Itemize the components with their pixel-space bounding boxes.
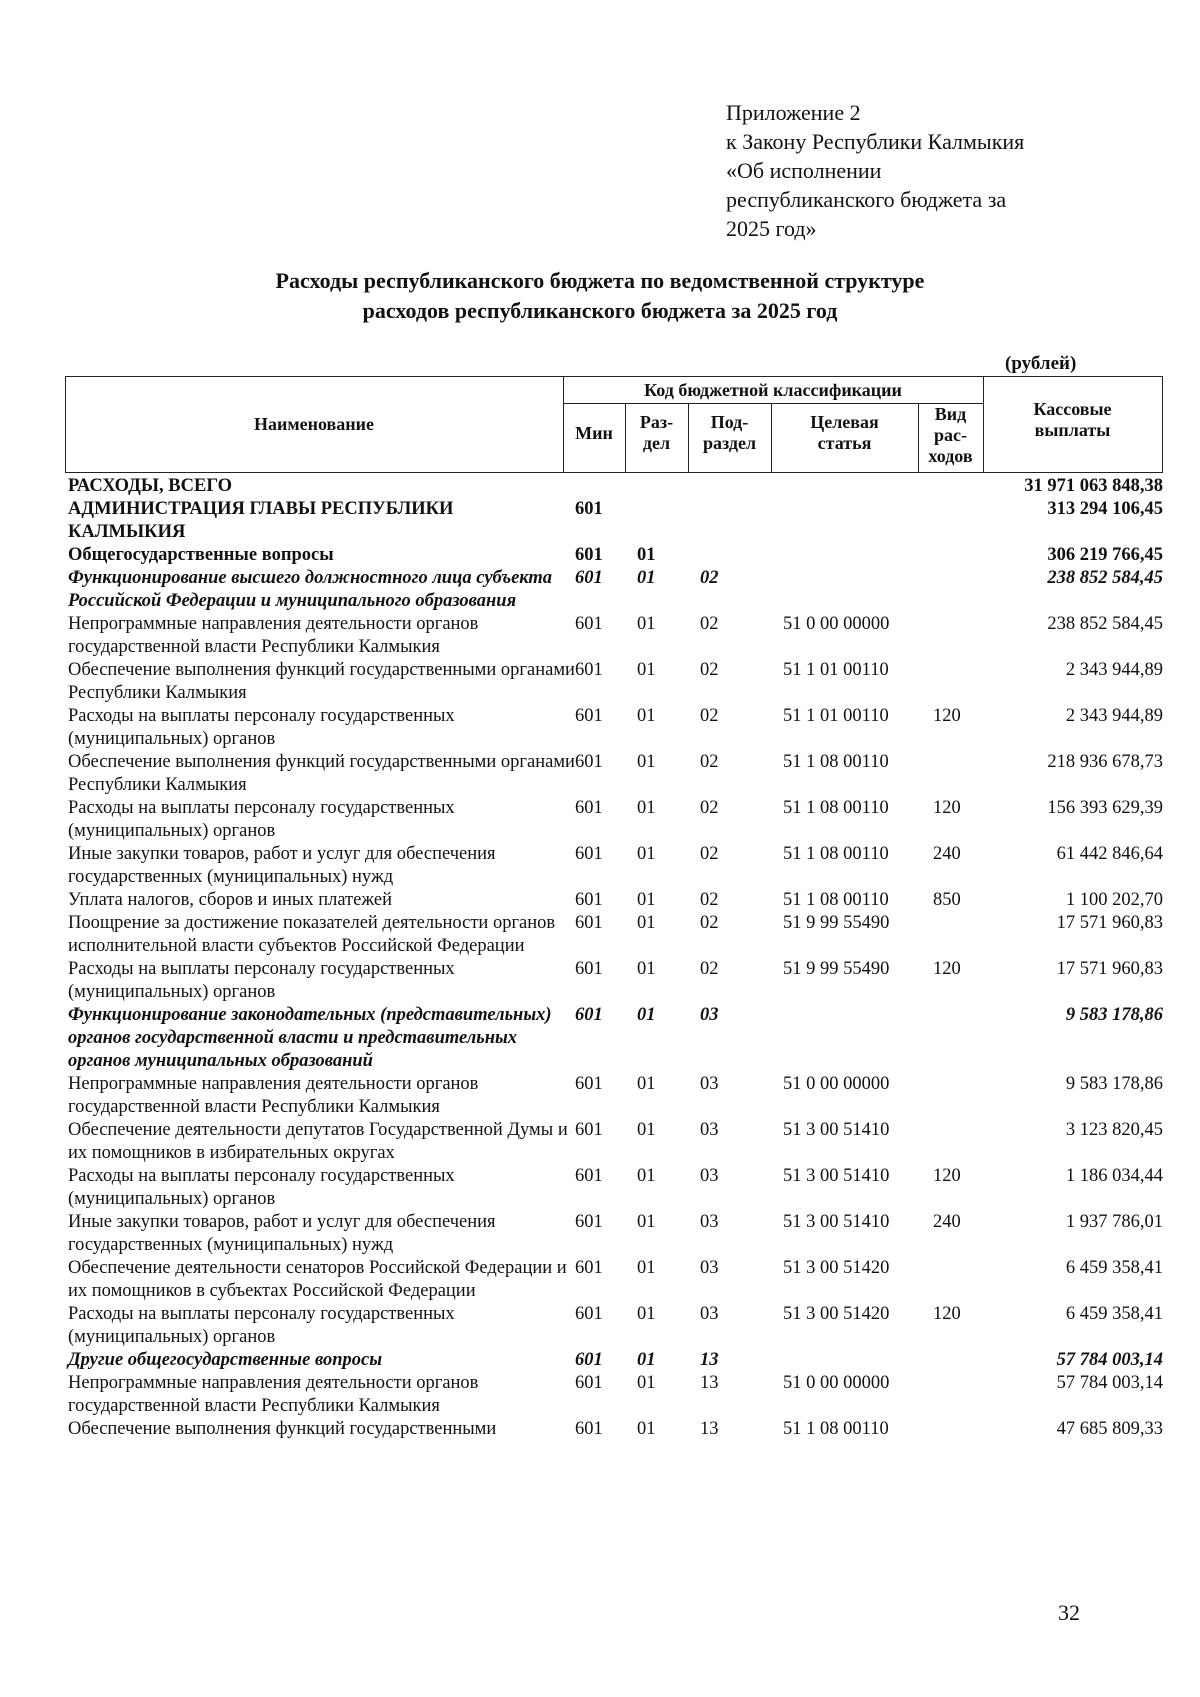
row-celevaya: 51 3 00 51410 <box>783 1120 890 1140</box>
row-sum: 1 100 202,70 <box>1065 890 1163 910</box>
row-razdel: 01 <box>637 1120 656 1140</box>
row-min: 601 <box>575 568 603 588</box>
row-name: Функционирование законодательных (представительных) органов государственной власти и представительных органов муниципальных образований <box>68 1005 552 1071</box>
row-vid: 120 <box>933 1304 961 1324</box>
row-vid: 120 <box>933 706 961 726</box>
row-name: АДМИНИСТРАЦИЯ ГЛАВЫ РЕСПУБЛИКИ КАЛМЫКИЯ <box>68 499 454 542</box>
row-razdel <box>637 475 700 498</box>
row-min: 601 <box>575 959 603 979</box>
row-celevaya: 51 1 08 00110 <box>783 1419 889 1439</box>
appendix-note <box>726 98 1024 243</box>
row-celevaya: 51 9 99 55490 <box>783 913 890 933</box>
row-sum: 1 186 034,44 <box>1065 1166 1163 1186</box>
row-vid <box>933 475 998 498</box>
page-number: 32 <box>1058 1600 1080 1625</box>
header-celevaya: Целевая статья <box>810 412 879 453</box>
row-vid <box>933 567 998 613</box>
row-celevaya: 51 1 08 00110 <box>783 844 889 864</box>
row-min: 601 <box>575 1258 603 1278</box>
table-row <box>68 1211 1163 1257</box>
row-razdel: 01 <box>637 1212 656 1232</box>
row-razdel: 01 <box>637 1005 656 1025</box>
row-min: 601 <box>575 1350 603 1370</box>
row-celevaya: 51 9 99 55490 <box>783 959 890 979</box>
row-min: 601 <box>575 752 603 772</box>
row-sum: 1 937 786,01 <box>1065 1212 1163 1232</box>
row-sum: 238 852 584,45 <box>1047 614 1163 634</box>
table-row <box>68 498 1163 544</box>
appendix-line: «Об исполнении <box>726 158 882 183</box>
table-row <box>68 843 1163 889</box>
appendix-line: 2025 год» <box>726 216 817 241</box>
row-min: 601 <box>575 913 603 933</box>
row-sum: 3 123 820,45 <box>1065 1120 1163 1140</box>
row-name: Обеспечение деятельности сенаторов Российской Федерации и их помощников в субъектах Российской Федерации <box>68 1258 567 1301</box>
row-razdel: 01 <box>637 1074 656 1094</box>
table-row <box>68 1073 1163 1119</box>
table-row <box>68 1418 1163 1441</box>
row-min: 601 <box>575 545 603 565</box>
row-podrazdel: 03 <box>700 1212 719 1232</box>
row-razdel: 01 <box>637 890 656 910</box>
appendix-line: Приложение 2 <box>726 100 861 125</box>
row-vid <box>933 1372 998 1418</box>
row-podrazdel: 02 <box>700 706 719 726</box>
row-vid <box>933 613 998 659</box>
row-celevaya: 51 3 00 51420 <box>783 1304 890 1324</box>
row-min: 601 <box>575 1304 603 1324</box>
row-podrazdel: 02 <box>700 913 719 933</box>
row-celevaya <box>783 1004 933 1073</box>
row-celevaya: 51 0 00 00000 <box>783 1373 890 1393</box>
row-vid: 120 <box>933 959 961 979</box>
row-name: Общегосударственные вопросы <box>68 545 334 565</box>
row-vid <box>933 1257 998 1303</box>
row-sum: 2 343 944,89 <box>1065 706 1163 726</box>
row-razdel: 01 <box>637 1258 656 1278</box>
row-name: Расходы на выплаты персоналу государственных (муниципальных) органов <box>68 798 455 841</box>
appendix-line: к Закону Республики Калмыкия <box>726 129 1025 154</box>
row-razdel: 01 <box>637 1304 656 1324</box>
row-celevaya: 51 3 00 51420 <box>783 1258 890 1278</box>
row-podrazdel: 03 <box>700 1074 719 1094</box>
row-sum: 2 343 944,89 <box>1065 660 1163 680</box>
appendix-line: республиканского бюджета за <box>726 187 1007 212</box>
title-line-2: расходов республиканского бюджета за 2025 год <box>362 298 838 323</box>
row-celevaya: 51 3 00 51410 <box>783 1166 890 1186</box>
row-sum: 313 294 106,45 <box>1047 499 1163 519</box>
row-razdel: 01 <box>637 913 656 933</box>
row-min: 601 <box>575 844 603 864</box>
row-celevaya: 51 3 00 51410 <box>783 1212 890 1232</box>
row-vid <box>933 1119 998 1165</box>
row-vid <box>933 1418 998 1441</box>
row-name: Непрограммные направления деятельности органов государственной власти Республики Калмыкия <box>68 1074 479 1117</box>
row-name: Непрограммные направления деятельности органов государственной власти Республики Калмыкия <box>68 614 479 657</box>
row-sum: 9 583 178,86 <box>1065 1005 1163 1025</box>
row-celevaya <box>783 498 933 544</box>
row-podrazdel: 03 <box>700 1166 719 1186</box>
row-sum: 57 784 003,14 <box>1056 1350 1163 1370</box>
row-name: Иные закупки товаров, работ и услуг для обеспечения государственных (муниципальных) нужд <box>68 844 496 887</box>
row-podrazdel: 02 <box>700 614 719 634</box>
row-min: 601 <box>575 499 603 519</box>
table-row <box>68 797 1163 843</box>
row-min: 601 <box>575 798 603 818</box>
header-vid: Вид рас- ходов <box>928 404 973 466</box>
row-vid <box>933 1073 998 1119</box>
row-min: 601 <box>575 1166 603 1186</box>
row-razdel: 01 <box>637 545 656 565</box>
row-razdel <box>637 498 700 544</box>
table-row <box>68 1257 1163 1303</box>
row-sum: 238 852 584,45 <box>1047 568 1163 588</box>
row-vid <box>933 912 998 958</box>
row-min: 601 <box>575 1120 603 1140</box>
row-vid <box>933 498 998 544</box>
row-podrazdel: 03 <box>700 1120 719 1140</box>
row-celevaya: 51 1 01 00110 <box>783 660 889 680</box>
row-celevaya: 51 1 08 00110 <box>783 798 889 818</box>
row-podrazdel <box>700 498 783 544</box>
row-name: Другие общегосударственные вопросы <box>68 1350 383 1370</box>
row-podrazdel: 03 <box>700 1005 719 1025</box>
row-celevaya: 51 0 00 00000 <box>783 614 890 634</box>
row-name: Расходы на выплаты персоналу государственных (муниципальных) органов <box>68 706 455 749</box>
row-celevaya <box>783 1349 933 1372</box>
row-min: 601 <box>575 1005 603 1025</box>
row-celevaya <box>783 544 933 567</box>
row-sum: 47 685 809,33 <box>1056 1419 1163 1439</box>
table-row <box>68 705 1163 751</box>
header-razdel: Раз- дел <box>639 412 674 453</box>
row-vid: 120 <box>933 1166 961 1186</box>
table-body <box>68 475 1163 1441</box>
row-podrazdel: 02 <box>700 959 719 979</box>
row-min: 601 <box>575 1212 603 1232</box>
row-podrazdel: 03 <box>700 1304 719 1324</box>
row-celevaya: 51 1 01 00110 <box>783 706 889 726</box>
row-razdel: 01 <box>637 614 656 634</box>
row-name: Обеспечение выполнения функций государственными <box>68 1419 497 1439</box>
row-min: 601 <box>575 1373 603 1393</box>
row-name: Непрограммные направления деятельности органов государственной власти Республики Калмыкия <box>68 1373 479 1416</box>
row-vid <box>933 659 998 705</box>
row-vid: 850 <box>933 890 961 910</box>
row-sum: 9 583 178,86 <box>1065 1074 1163 1094</box>
row-vid <box>933 544 998 567</box>
table-header <box>65 376 1163 473</box>
row-name: Обеспечение выполнения функций государственными органами Республики Калмыкия <box>68 660 575 703</box>
row-podrazdel <box>700 475 783 498</box>
row-celevaya: 51 0 00 00000 <box>783 1074 890 1094</box>
table-row <box>68 1349 1163 1372</box>
row-celevaya <box>783 567 933 613</box>
row-podrazdel: 02 <box>700 890 719 910</box>
row-min: 601 <box>575 706 603 726</box>
row-podrazdel: 02 <box>700 568 719 588</box>
table-row <box>68 751 1163 797</box>
table-row <box>68 912 1163 958</box>
table-row <box>68 1303 1163 1349</box>
row-razdel: 01 <box>637 706 656 726</box>
table-row <box>68 475 1163 498</box>
row-razdel: 01 <box>637 1166 656 1186</box>
table-row <box>68 1004 1163 1073</box>
table-row <box>68 1372 1163 1418</box>
row-min: 601 <box>575 1074 603 1094</box>
row-razdel: 01 <box>637 660 656 680</box>
row-sum: 218 936 678,73 <box>1047 752 1163 772</box>
row-name: Расходы на выплаты персоналу государственных (муниципальных) органов <box>68 959 455 1002</box>
expenses-table <box>68 475 1163 1441</box>
row-name: Функционирование высшего должностного лица субъекта Российской Федерации и муниципального образования <box>68 568 553 611</box>
row-podrazdel: 02 <box>700 798 719 818</box>
row-vid: 240 <box>933 1212 961 1232</box>
units-label: (рублей) <box>1005 353 1077 374</box>
table-row <box>68 1165 1163 1211</box>
row-razdel: 01 <box>637 798 656 818</box>
header-group: Код бюджетной классификации <box>644 380 902 400</box>
table-row <box>68 958 1163 1004</box>
table-row <box>68 889 1163 912</box>
document-title <box>60 266 1140 326</box>
row-sum: 306 219 766,45 <box>1047 545 1163 565</box>
row-razdel: 01 <box>637 568 656 588</box>
row-podrazdel: 02 <box>700 752 719 772</box>
row-min: 601 <box>575 660 603 680</box>
row-min: 601 <box>575 1419 603 1439</box>
header-podrazdel: Под- раздел <box>702 412 757 453</box>
row-podrazdel: 02 <box>700 844 719 864</box>
row-sum: 57 784 003,14 <box>1056 1373 1163 1393</box>
row-sum: 6 459 358,41 <box>1065 1304 1163 1324</box>
header-kassa: Кассовые выплаты <box>1033 399 1112 440</box>
row-min <box>575 475 637 498</box>
row-name: Обеспечение деятельности депутатов Государственной Думы и их помощников в избирательных округах <box>68 1120 568 1163</box>
row-vid: 240 <box>933 844 961 864</box>
row-vid: 120 <box>933 798 961 818</box>
row-name: Расходы на выплаты персоналу государственных (муниципальных) органов <box>68 1166 455 1209</box>
row-vid <box>933 1349 998 1372</box>
row-podrazdel: 03 <box>700 1258 719 1278</box>
row-sum: 31 971 063 848,38 <box>1024 476 1163 496</box>
row-vid <box>933 751 998 797</box>
row-sum: 17 571 960,83 <box>1056 959 1163 979</box>
row-razdel: 01 <box>637 844 656 864</box>
table-row <box>68 544 1163 567</box>
row-razdel: 01 <box>637 1350 656 1370</box>
row-celevaya: 51 1 08 00110 <box>783 752 889 772</box>
title-line-1: Расходы республиканского бюджета по ведомственной структуре <box>275 268 925 293</box>
row-podrazdel: 13 <box>700 1419 719 1439</box>
header-min: Мин <box>575 423 613 443</box>
row-celevaya <box>783 475 933 498</box>
row-podrazdel: 13 <box>700 1350 719 1370</box>
row-podrazdel: 13 <box>700 1373 719 1393</box>
row-name: Поощрение за достижение показателей деятельности органов исполнительной власти субъектов Российской Федерации <box>68 913 556 956</box>
table-row <box>68 567 1163 613</box>
row-name: Обеспечение выполнения функций государственными органами Республики Калмыкия <box>68 752 575 795</box>
row-razdel: 01 <box>637 1419 656 1439</box>
row-sum: 17 571 960,83 <box>1056 913 1163 933</box>
row-name: Уплата налогов, сборов и иных платежей <box>68 890 393 910</box>
table-row <box>68 613 1163 659</box>
row-vid <box>933 1004 998 1073</box>
row-min: 601 <box>575 890 603 910</box>
row-name: Иные закупки товаров, работ и услуг для обеспечения государственных (муниципальных) нужд <box>68 1212 496 1255</box>
row-name: РАСХОДЫ, ВСЕГО <box>68 476 233 496</box>
row-podrazdel: 02 <box>700 660 719 680</box>
table-row <box>68 659 1163 705</box>
row-min: 601 <box>575 614 603 634</box>
row-razdel: 01 <box>637 752 656 772</box>
row-celevaya: 51 1 08 00110 <box>783 890 889 910</box>
row-name: Расходы на выплаты персоналу государственных (муниципальных) органов <box>68 1304 455 1347</box>
row-razdel: 01 <box>637 1373 656 1393</box>
row-sum: 61 442 846,64 <box>1056 844 1163 864</box>
header-border <box>1162 377 1163 472</box>
header-name: Наименование <box>254 414 374 434</box>
table-row <box>68 1119 1163 1165</box>
row-podrazdel <box>700 544 783 567</box>
row-sum: 156 393 629,39 <box>1047 798 1163 818</box>
row-sum: 6 459 358,41 <box>1065 1258 1163 1278</box>
row-razdel: 01 <box>637 959 656 979</box>
